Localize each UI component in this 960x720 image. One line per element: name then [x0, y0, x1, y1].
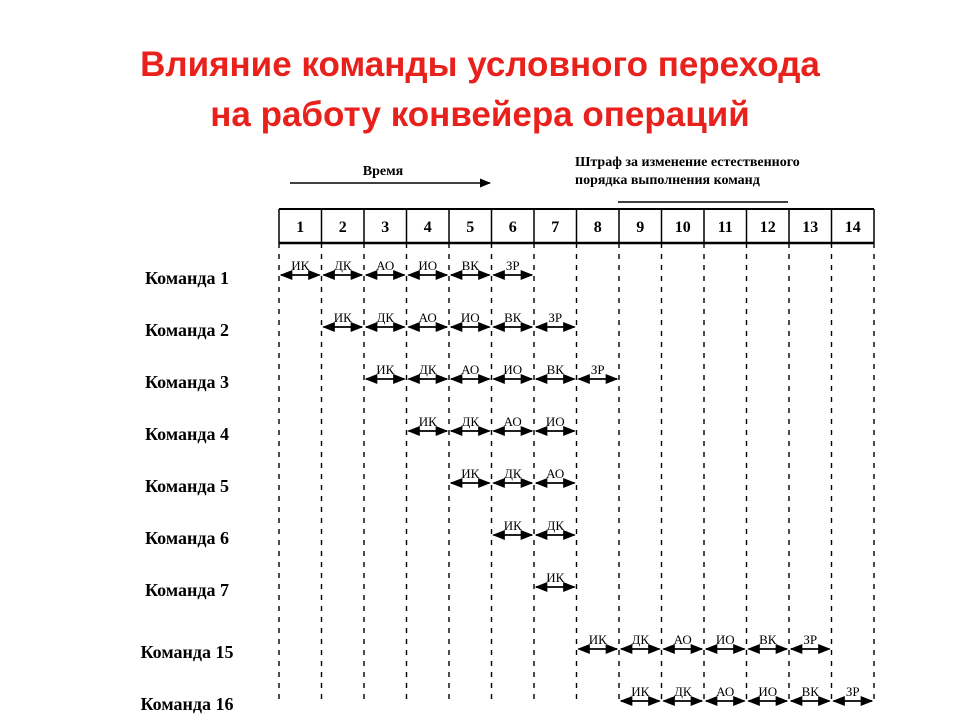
stage-label: ИО [418, 258, 438, 273]
stage-label: ДК [546, 518, 565, 533]
time-label: Время [362, 164, 404, 179]
stage-label: ИК [333, 310, 352, 325]
stage-label: ИК [503, 518, 522, 533]
stage-label: ИО [715, 632, 735, 647]
stage-label: ДК [631, 632, 650, 647]
stage-label: ЗР [803, 632, 818, 647]
stage-label: ДК [376, 310, 395, 325]
stage-label: АО [503, 414, 522, 429]
stage-label: ДК [673, 684, 692, 699]
title-line-2: на работу конвейера операций [210, 95, 750, 134]
cycle-number: 2 [338, 219, 347, 236]
stage-label: ИК [418, 414, 437, 429]
stage-label: ДК [503, 466, 522, 481]
penalty-label-line-1: Штраф за изменение естественного [575, 155, 800, 170]
cycle-number: 6 [508, 219, 517, 236]
cycle-gridlines [279, 243, 874, 705]
penalty-label-line-2: порядка выполнения команд [575, 173, 760, 188]
cycle-number: 13 [802, 219, 819, 236]
command-stages [451, 466, 575, 483]
stage-label: ЗР [590, 362, 605, 377]
stage-label: АО [716, 684, 735, 699]
cycle-number: 14 [844, 219, 861, 236]
stage-label: ВК [504, 310, 522, 325]
stage-label: ИО [460, 310, 480, 325]
stage-label: ИК [631, 684, 650, 699]
title-line-1: Влияние команды условного перехода [140, 45, 820, 84]
stage-label: ДК [333, 258, 352, 273]
cycle-number: 9 [636, 219, 645, 236]
stage-label: ЗР [845, 684, 860, 699]
stage-label: ДК [461, 414, 480, 429]
stage-label: АО [376, 258, 395, 273]
stage-label: ВК [546, 362, 564, 377]
stage-label: ДК [418, 362, 437, 377]
stage-label: ВК [759, 632, 777, 647]
command-label: Команда 3 [145, 372, 229, 392]
cycle-number: 4 [423, 219, 432, 236]
stage-label: АО [461, 362, 480, 377]
stage-label: АО [546, 466, 565, 481]
stage-label: ИО [758, 684, 778, 699]
cycle-number: 8 [593, 219, 602, 236]
command-stages [536, 570, 575, 587]
command-label: Команда 7 [145, 580, 229, 600]
stage-label: ИК [588, 632, 607, 647]
stage-label: ЗР [548, 310, 563, 325]
cycle-number: 10 [674, 219, 691, 236]
stage-label: ВК [461, 258, 479, 273]
command-labels [141, 268, 234, 714]
cycle-number: 12 [759, 219, 776, 236]
command-label: Команда 6 [145, 528, 229, 548]
stage-label: ЗР [505, 258, 520, 273]
stage-label: ИК [376, 362, 395, 377]
stage-label: ИК [546, 570, 565, 585]
command-label: Команда 2 [145, 320, 229, 340]
cycle-header [279, 209, 874, 243]
stage-label: ИО [503, 362, 523, 377]
stage-label: ИК [291, 258, 310, 273]
stage-label: АО [418, 310, 437, 325]
stage-label: ВК [801, 684, 819, 699]
cycle-number: 3 [381, 219, 390, 236]
stage-label: АО [673, 632, 692, 647]
stage-label: ИО [545, 414, 565, 429]
command-label: Команда 16 [140, 694, 234, 714]
cycle-number: 5 [466, 219, 475, 236]
cycle-number: 11 [717, 219, 733, 236]
command-label: Команда 15 [140, 642, 234, 662]
cycle-number: 1 [296, 219, 305, 236]
cycle-number: 7 [551, 219, 560, 236]
command-label: Команда 5 [145, 476, 229, 496]
command-label: Команда 4 [145, 424, 229, 444]
command-label: Команда 1 [145, 268, 229, 288]
stage-label: ИК [461, 466, 480, 481]
